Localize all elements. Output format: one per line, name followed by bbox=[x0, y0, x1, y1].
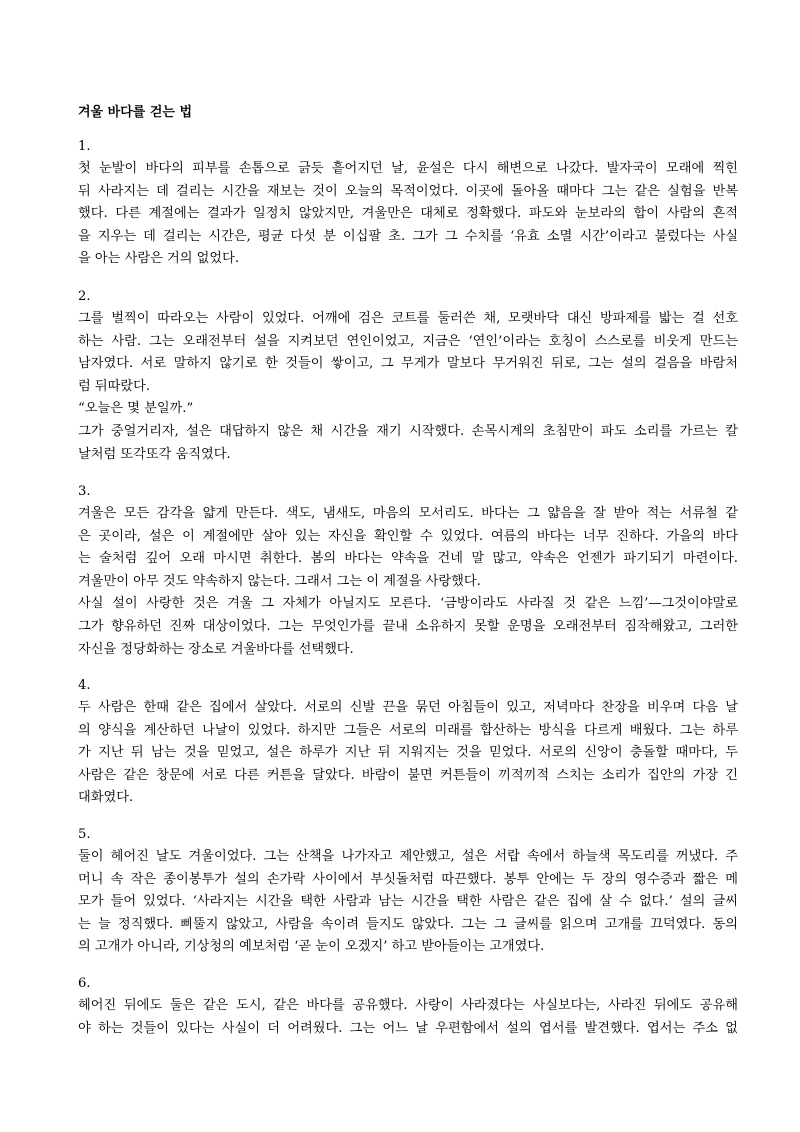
paragraph-line: 사람은 같은 창문에 서로 다른 커튼을 달았다. 바람이 불면 커튼들이 끼적끼적 스치는 소리가 집안의 가장 긴 bbox=[78, 767, 738, 783]
paragraph-line: 헤어진 뒤에도 둘은 같은 도시, 같은 바다를 공유했다. 사랑이 사라졌다는 사실보다는, 사라진 뒤에도 공유해 bbox=[78, 998, 738, 1013]
paragraph-line: 그가 중얼거리자, 설은 대답하지 않은 채 시간을 재기 시작했다. 손목시계의 초침만이 파도 소리를 가르는 칼 bbox=[78, 423, 738, 439]
paragraph-line: 둘이 헤어진 날도 겨울이었다. 그는 산책을 나가자고 제안했고, 설은 서랍 속에서 하늘색 목도리를 꺼냈다. 주 bbox=[78, 849, 738, 864]
paragraph-line: 은 곳이라, 설은 이 계절에만 살아 있는 자신을 확인할 수 있었다. 여름의 바다는 너무 진하다. 가을의 바다 bbox=[78, 528, 738, 544]
paragraph-line: 첫 눈발이 바다의 피부를 손톱으로 긁듯 흩어지던 날, 윤설은 다시 해변으로 나갔다. 발자국이 모래에 찍힌 bbox=[78, 161, 738, 176]
paragraph-line: 자신을 정당화하는 장소로 겨울바다를 선택했다. bbox=[78, 641, 354, 657]
paragraph-line: 가 지난 뒤 남는 것을 믿었고, 설은 하루가 지난 뒤 지워지는 것을 믿었다. 서로의 신앙이 충돌할 때마다, 두 bbox=[78, 745, 738, 761]
section-2 bbox=[78, 286, 738, 466]
paragraph-line: 모가 들어 있었다. ‘사라지는 시간을 택한 사람과 남는 시간을 택한 사람은 같은 집에 살 수 없다.’ 설의 글씨 bbox=[78, 894, 738, 910]
paragraph-line: 하는 사람. 그는 오래전부터 설을 지켜보던 연인이었고, 지금은 ‘연인’이라는 호칭이 스스로를 비웃게 만드는 bbox=[78, 333, 738, 349]
paragraph-line: 했다. 다른 계절에는 결과가 일정치 않았지만, 겨울만은 대체로 정확했다. 파도와 눈보라의 합이 사람의 흔적 bbox=[78, 206, 738, 222]
section-number: 3. bbox=[78, 484, 91, 499]
paragraph-line: 겨울은 모든 감각을 얇게 만든다. 색도, 냄새도, 마음의 모서리도. 바다는 그 얇음을 잘 받아 적는 서류철 같 bbox=[78, 506, 738, 521]
section-number: 4. bbox=[78, 678, 91, 693]
section-number: 5. bbox=[78, 827, 91, 842]
document-title: 겨울 바다를 걷는 법 bbox=[78, 105, 193, 120]
paragraph-line: 의 고개가 아니라, 기상청의 예보처럼 ‘곧 눈이 오겠지’ 하고 받아들이는 고개였다. bbox=[78, 939, 545, 955]
paragraph-line: 는 늘 정직했다. 삐뚤지 않았고, 사람을 속이려 들지도 않았다. 그는 그 글씨를 읽으며 고개를 끄덕였다. 동의 bbox=[78, 916, 738, 932]
section-3 bbox=[78, 481, 738, 661]
paragraph-line: 뒤 사라지는 데 걸리는 시간을 재보는 것이 오늘의 목적이었다. 이곳에 돌아올 때마다 그는 같은 실험을 반복 bbox=[78, 183, 738, 199]
paragraph-line: 을 지우는 데 걸리는 시간은, 평균 다섯 분 이십팔 초. 그가 그 수치를 ‘유효 소멸 시간’이라고 불렀다는 사실 bbox=[78, 228, 738, 244]
section-4 bbox=[78, 675, 738, 810]
paragraph-line: 겨울만이 아무 것도 약속하지 않는다. 그래서 그는 이 계절을 사랑했다. bbox=[78, 573, 481, 589]
paragraph-line: 의 양식을 계산하던 나날이 있었다. 하지만 그들은 서로의 미래를 합산하는 방식을 다르게 배웠다. 그는 하루 bbox=[78, 722, 738, 738]
section-5 bbox=[78, 824, 738, 959]
section-number: 6. bbox=[78, 976, 91, 991]
section-6 bbox=[78, 973, 738, 1040]
paragraph-line: 대화였다. bbox=[78, 790, 134, 806]
paragraph-line: 는 술처럼 깊어 오래 마시면 취한다. 봄의 바다는 약속을 건네 말 많고, 약속은 언젠가 파기되기 마련이다. bbox=[78, 551, 738, 567]
section-number: 2. bbox=[78, 289, 91, 304]
paragraph-line: 야 하는 것들이 있다는 사실이 더 어려웠다. 그는 어느 날 우편함에서 설의 엽서를 발견했다. 엽서는 주소 없 bbox=[78, 1020, 738, 1036]
paragraph-line: 그가 향유하던 진짜 대상이었다. 그는 무엇인가를 끝내 소유하지 못할 운명을 오래전부터 짐작해왔고, 그러한 bbox=[78, 618, 738, 634]
section-number: 1. bbox=[78, 139, 91, 154]
paragraph-line: 머니 속 작은 종이봉투가 설의 손가락 사이에서 부싯돌처럼 따끈했다. 봉투 안에는 두 장의 영수증과 짧은 메 bbox=[78, 871, 738, 887]
paragraph-line: 그를 벌찍이 따라오는 사람이 있었다. 어깨에 검은 코트를 둘러쓴 채, 모랫바닥 대신 방파제를 밟는 걸 선호 bbox=[78, 311, 738, 326]
paragraph-line: 럼 뒤따랐다. bbox=[78, 378, 151, 394]
paragraph-line: “오늘은 몇 분일까.” bbox=[78, 401, 194, 417]
paragraph-line: 두 사람은 한때 같은 집에서 살았다. 서로의 신발 끈을 묶던 아침들이 있고, 저녁마다 찬장을 비우며 다음 날 bbox=[78, 700, 738, 715]
paragraph-line: 사실 설이 사랑한 것은 겨울 그 자체가 아닐지도 모른다. ‘금방이라도 사라질 것 같은 느낌’—그것이야말로 bbox=[78, 596, 738, 612]
paragraph-line: 을 아는 사람은 거의 없었다. bbox=[78, 251, 240, 267]
paragraph-line: 남자였다. 서로 말하지 않기로 한 것들이 쌓이고, 그 무게가 말보다 무거워진 뒤로, 그는 설의 걸음을 바람처 bbox=[78, 356, 738, 372]
section-1 bbox=[78, 136, 738, 271]
paragraph-line: 날처럼 또각또각 움직였다. bbox=[78, 446, 231, 462]
